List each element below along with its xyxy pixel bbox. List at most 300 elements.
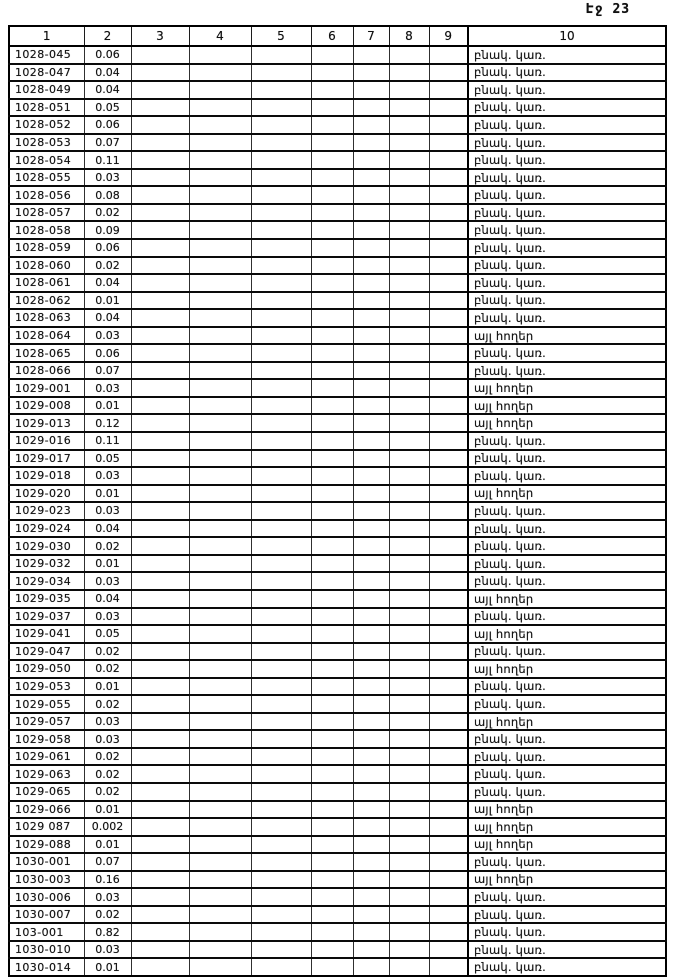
land-use-cell: բնակ. կառ.: [468, 204, 666, 222]
empty-cell: [131, 730, 189, 748]
empty-cell: [353, 309, 389, 327]
empty-cell: [131, 414, 189, 432]
empty-cell: [429, 888, 468, 906]
area-value-cell: 0.03: [84, 502, 131, 520]
land-use-cell: այլ հողեր: [468, 327, 666, 345]
area-value-cell: 0.16: [84, 871, 131, 889]
parcel-code-cell: 1029-053: [9, 678, 84, 696]
empty-cell: [311, 362, 353, 380]
empty-cell: [311, 520, 353, 538]
empty-cell: [251, 502, 311, 520]
land-use-cell: այլ հողեր: [468, 713, 666, 731]
empty-cell: [189, 169, 251, 187]
empty-cell: [189, 713, 251, 731]
empty-cell: [311, 432, 353, 450]
parcel-code-cell: 1029-061: [9, 748, 84, 766]
table-row: [9, 99, 666, 117]
empty-cell: [389, 643, 429, 661]
empty-cell: [389, 239, 429, 257]
empty-cell: [251, 923, 311, 941]
area-value-cell: 0.03: [84, 379, 131, 397]
empty-cell: [189, 467, 251, 485]
parcel-code-cell: 1028-057: [9, 204, 84, 222]
parcel-code-cell: 1029-018: [9, 467, 84, 485]
parcel-code-cell: 1028-045: [9, 46, 84, 64]
empty-cell: [251, 327, 311, 345]
empty-cell: [389, 678, 429, 696]
empty-cell: [131, 608, 189, 626]
empty-cell: [353, 502, 389, 520]
table-row: [9, 765, 666, 783]
table-row: [9, 783, 666, 801]
area-value-cell: 0.07: [84, 853, 131, 871]
empty-cell: [251, 783, 311, 801]
empty-cell: [389, 379, 429, 397]
empty-cell: [353, 239, 389, 257]
empty-cell: [429, 309, 468, 327]
empty-cell: [311, 134, 353, 152]
land-use-cell: բնակ. կառ.: [468, 608, 666, 626]
empty-cell: [311, 151, 353, 169]
land-use-cell: բնակ. կառ.: [468, 888, 666, 906]
empty-cell: [429, 871, 468, 889]
empty-cell: [311, 748, 353, 766]
empty-cell: [189, 309, 251, 327]
empty-cell: [189, 414, 251, 432]
empty-cell: [353, 958, 389, 976]
empty-cell: [389, 572, 429, 590]
empty-cell: [353, 660, 389, 678]
area-value-cell: 0.03: [84, 941, 131, 959]
parcel-code-cell: 1029-030: [9, 537, 84, 555]
empty-cell: [251, 292, 311, 310]
empty-cell: [131, 81, 189, 99]
empty-cell: [189, 432, 251, 450]
table-row: [9, 186, 666, 204]
empty-cell: [353, 555, 389, 573]
parcel-code-cell: 103-001: [9, 923, 84, 941]
land-use-cell: բնակ. կառ.: [468, 274, 666, 292]
parcel-code-cell: 1028-062: [9, 292, 84, 310]
parcel-code-cell: 1030-014: [9, 958, 84, 976]
empty-cell: [131, 485, 189, 503]
empty-cell: [311, 379, 353, 397]
area-value-cell: 0.01: [84, 678, 131, 696]
table-row: [9, 64, 666, 82]
empty-cell: [131, 572, 189, 590]
empty-cell: [251, 99, 311, 117]
empty-cell: [429, 46, 468, 64]
empty-cell: [389, 818, 429, 836]
parcel-code-cell: 1029-037: [9, 608, 84, 626]
land-use-cell: բնակ. կառ.: [468, 923, 666, 941]
table-row: [9, 590, 666, 608]
table-row: [9, 818, 666, 836]
empty-cell: [389, 116, 429, 134]
area-value-cell: 0.03: [84, 572, 131, 590]
page-number-label: Էջ 23: [586, 2, 631, 17]
land-use-cell: բնակ. կառ.: [468, 151, 666, 169]
empty-cell: [131, 660, 189, 678]
land-use-cell: բնակ. կառ.: [468, 555, 666, 573]
empty-cell: [311, 818, 353, 836]
empty-cell: [389, 204, 429, 222]
area-value-cell: 0.01: [84, 555, 131, 573]
empty-cell: [389, 327, 429, 345]
table-row: [9, 713, 666, 731]
area-value-cell: 0.02: [84, 748, 131, 766]
empty-cell: [189, 625, 251, 643]
empty-cell: [189, 836, 251, 854]
empty-cell: [429, 64, 468, 82]
empty-cell: [189, 818, 251, 836]
empty-cell: [189, 64, 251, 82]
empty-cell: [429, 502, 468, 520]
table-row: [9, 906, 666, 924]
empty-cell: [131, 555, 189, 573]
area-value-cell: 0.04: [84, 520, 131, 538]
parcel-code-cell: 1028-054: [9, 151, 84, 169]
empty-cell: [311, 327, 353, 345]
empty-cell: [311, 888, 353, 906]
land-use-cell: բնակ. կառ.: [468, 853, 666, 871]
empty-cell: [429, 116, 468, 134]
empty-cell: [189, 765, 251, 783]
parcel-code-cell: 1028-056: [9, 186, 84, 204]
parcel-code-cell: 1028-065: [9, 344, 84, 362]
land-use-cell: այլ հողեր: [468, 818, 666, 836]
empty-cell: [353, 344, 389, 362]
empty-cell: [189, 660, 251, 678]
empty-cell: [131, 941, 189, 959]
table-row: [9, 502, 666, 520]
empty-cell: [189, 485, 251, 503]
empty-cell: [429, 432, 468, 450]
empty-cell: [429, 590, 468, 608]
land-use-cell: բնակ. կառ.: [468, 116, 666, 134]
empty-cell: [389, 46, 429, 64]
empty-cell: [131, 783, 189, 801]
empty-cell: [311, 572, 353, 590]
empty-cell: [251, 888, 311, 906]
table-row: [9, 204, 666, 222]
empty-cell: [353, 99, 389, 117]
empty-cell: [353, 186, 389, 204]
parcel-code-cell: 1029-020: [9, 485, 84, 503]
empty-cell: [251, 643, 311, 661]
empty-cell: [389, 397, 429, 415]
empty-cell: [311, 414, 353, 432]
empty-cell: [131, 853, 189, 871]
parcel-code-cell: 1029-016: [9, 432, 84, 450]
empty-cell: [131, 520, 189, 538]
empty-cell: [353, 643, 389, 661]
empty-cell: [389, 221, 429, 239]
parcel-code-cell: 1029-066: [9, 801, 84, 819]
land-use-cell: բնակ. կառ.: [468, 99, 666, 117]
empty-cell: [311, 99, 353, 117]
parcel-code-cell: 1030-001: [9, 853, 84, 871]
land-use-cell: բնակ. կառ.: [468, 537, 666, 555]
area-value-cell: 0.03: [84, 327, 131, 345]
area-value-cell: 0.01: [84, 292, 131, 310]
empty-cell: [311, 397, 353, 415]
empty-cell: [389, 783, 429, 801]
empty-cell: [353, 941, 389, 959]
empty-cell: [131, 116, 189, 134]
area-value-cell: 0.01: [84, 485, 131, 503]
empty-cell: [311, 590, 353, 608]
empty-cell: [251, 853, 311, 871]
empty-cell: [131, 274, 189, 292]
empty-cell: [429, 853, 468, 871]
empty-cell: [131, 958, 189, 976]
area-value-cell: 0.09: [84, 221, 131, 239]
parcel-code-cell: 1030-006: [9, 888, 84, 906]
parcel-code-cell: 1028-064: [9, 327, 84, 345]
empty-cell: [189, 239, 251, 257]
empty-cell: [429, 221, 468, 239]
empty-cell: [251, 590, 311, 608]
empty-cell: [189, 362, 251, 380]
empty-cell: [251, 81, 311, 99]
empty-cell: [189, 151, 251, 169]
empty-cell: [311, 923, 353, 941]
land-use-cell: բնակ. կառ.: [468, 432, 666, 450]
empty-cell: [189, 783, 251, 801]
table-row: [9, 555, 666, 573]
empty-cell: [429, 958, 468, 976]
land-use-cell: բնակ. կառ.: [468, 467, 666, 485]
table-row: [9, 309, 666, 327]
parcel-code-cell: 1030-010: [9, 941, 84, 959]
area-value-cell: 0.11: [84, 151, 131, 169]
empty-cell: [311, 625, 353, 643]
land-use-cell: բնակ. կառ.: [468, 186, 666, 204]
empty-cell: [353, 397, 389, 415]
empty-cell: [251, 309, 311, 327]
empty-cell: [353, 379, 389, 397]
empty-cell: [429, 450, 468, 468]
table-row: [9, 169, 666, 187]
empty-cell: [353, 485, 389, 503]
empty-cell: [131, 678, 189, 696]
empty-cell: [131, 906, 189, 924]
land-use-cell: այլ հողեր: [468, 590, 666, 608]
area-value-cell: 0.01: [84, 958, 131, 976]
empty-cell: [251, 221, 311, 239]
empty-cell: [131, 818, 189, 836]
parcel-code-cell: 1028-060: [9, 257, 84, 275]
empty-cell: [189, 221, 251, 239]
empty-cell: [251, 625, 311, 643]
empty-cell: [311, 64, 353, 82]
empty-cell: [389, 660, 429, 678]
area-value-cell: 0.04: [84, 309, 131, 327]
table-row: [9, 344, 666, 362]
empty-cell: [429, 99, 468, 117]
table-row: [9, 221, 666, 239]
empty-cell: [311, 608, 353, 626]
empty-cell: [353, 853, 389, 871]
area-value-cell: 0.002: [84, 818, 131, 836]
table-row: [9, 239, 666, 257]
empty-cell: [389, 625, 429, 643]
empty-cell: [131, 888, 189, 906]
area-value-cell: 0.04: [84, 590, 131, 608]
table-row: [9, 572, 666, 590]
empty-cell: [429, 414, 468, 432]
empty-cell: [189, 888, 251, 906]
empty-cell: [131, 186, 189, 204]
empty-cell: [353, 713, 389, 731]
empty-cell: [353, 765, 389, 783]
empty-cell: [131, 257, 189, 275]
empty-cell: [389, 292, 429, 310]
empty-cell: [131, 836, 189, 854]
empty-cell: [429, 239, 468, 257]
empty-cell: [353, 625, 389, 643]
land-use-cell: բնակ. կառ.: [468, 309, 666, 327]
table-row: [9, 941, 666, 959]
empty-cell: [389, 730, 429, 748]
table-row: [9, 362, 666, 380]
empty-cell: [251, 801, 311, 819]
empty-cell: [189, 941, 251, 959]
empty-cell: [429, 941, 468, 959]
empty-cell: [353, 520, 389, 538]
column-header: 2: [84, 26, 131, 46]
empty-cell: [189, 450, 251, 468]
empty-cell: [389, 853, 429, 871]
table-row: [9, 485, 666, 503]
area-value-cell: 0.03: [84, 467, 131, 485]
empty-cell: [189, 81, 251, 99]
area-value-cell: 0.05: [84, 625, 131, 643]
empty-cell: [131, 134, 189, 152]
empty-cell: [311, 502, 353, 520]
parcel-code-cell: 1030-003: [9, 871, 84, 889]
empty-cell: [389, 555, 429, 573]
empty-cell: [353, 204, 389, 222]
empty-cell: [429, 274, 468, 292]
empty-cell: [311, 713, 353, 731]
column-header: 9: [429, 26, 468, 46]
empty-cell: [131, 871, 189, 889]
empty-cell: [429, 923, 468, 941]
land-use-cell: այլ հողեր: [468, 871, 666, 889]
empty-cell: [311, 221, 353, 239]
empty-cell: [311, 660, 353, 678]
empty-cell: [131, 590, 189, 608]
empty-cell: [189, 906, 251, 924]
parcel-code-cell: 1029-065: [9, 783, 84, 801]
land-use-cell: բնակ. կառ.: [468, 81, 666, 99]
empty-cell: [429, 467, 468, 485]
empty-cell: [389, 765, 429, 783]
area-value-cell: 0.06: [84, 46, 131, 64]
empty-cell: [429, 327, 468, 345]
table-body: [9, 46, 666, 976]
empty-cell: [131, 344, 189, 362]
parcel-code-cell: 1028-063: [9, 309, 84, 327]
area-value-cell: 0.03: [84, 888, 131, 906]
empty-cell: [251, 450, 311, 468]
land-use-cell: այլ հողեր: [468, 379, 666, 397]
empty-cell: [131, 450, 189, 468]
empty-cell: [389, 801, 429, 819]
empty-cell: [251, 871, 311, 889]
empty-cell: [353, 537, 389, 555]
empty-cell: [251, 713, 311, 731]
land-use-cell: բնակ. կառ.: [468, 906, 666, 924]
empty-cell: [311, 730, 353, 748]
empty-cell: [251, 695, 311, 713]
parcel-code-cell: 1029-041: [9, 625, 84, 643]
parcel-code-cell: 1029-047: [9, 643, 84, 661]
table-row: [9, 678, 666, 696]
empty-cell: [131, 99, 189, 117]
empty-cell: [429, 713, 468, 731]
empty-cell: [353, 450, 389, 468]
empty-cell: [131, 748, 189, 766]
area-value-cell: 0.02: [84, 204, 131, 222]
empty-cell: [251, 134, 311, 152]
land-use-cell: բնակ. կառ.: [468, 783, 666, 801]
parcel-code-cell: 1028-052: [9, 116, 84, 134]
land-use-cell: այլ հողեր: [468, 836, 666, 854]
empty-cell: [189, 572, 251, 590]
empty-cell: [189, 186, 251, 204]
column-header: 10: [468, 26, 666, 46]
empty-cell: [251, 46, 311, 64]
empty-cell: [189, 678, 251, 696]
table-row: [9, 958, 666, 976]
land-use-cell: բնակ. կառ.: [468, 695, 666, 713]
empty-cell: [311, 906, 353, 924]
empty-cell: [429, 397, 468, 415]
empty-cell: [311, 467, 353, 485]
empty-cell: [131, 397, 189, 415]
column-header: 8: [389, 26, 429, 46]
empty-cell: [131, 432, 189, 450]
area-value-cell: 0.01: [84, 397, 131, 415]
empty-cell: [429, 730, 468, 748]
empty-cell: [353, 590, 389, 608]
area-value-cell: 0.11: [84, 432, 131, 450]
empty-cell: [251, 64, 311, 82]
table-row: [9, 151, 666, 169]
land-use-cell: բնակ. կառ.: [468, 134, 666, 152]
area-value-cell: 0.02: [84, 906, 131, 924]
empty-cell: [189, 748, 251, 766]
empty-cell: [389, 748, 429, 766]
empty-cell: [353, 116, 389, 134]
land-use-cell: բնակ. կառ.: [468, 502, 666, 520]
parcel-code-cell: 1028-053: [9, 134, 84, 152]
empty-cell: [389, 432, 429, 450]
empty-cell: [389, 502, 429, 520]
empty-cell: [251, 660, 311, 678]
land-use-cell: այլ հողեր: [468, 485, 666, 503]
empty-cell: [429, 81, 468, 99]
empty-cell: [189, 608, 251, 626]
table-row: [9, 274, 666, 292]
empty-cell: [311, 678, 353, 696]
empty-cell: [353, 783, 389, 801]
empty-cell: [353, 572, 389, 590]
table-row: [9, 888, 666, 906]
